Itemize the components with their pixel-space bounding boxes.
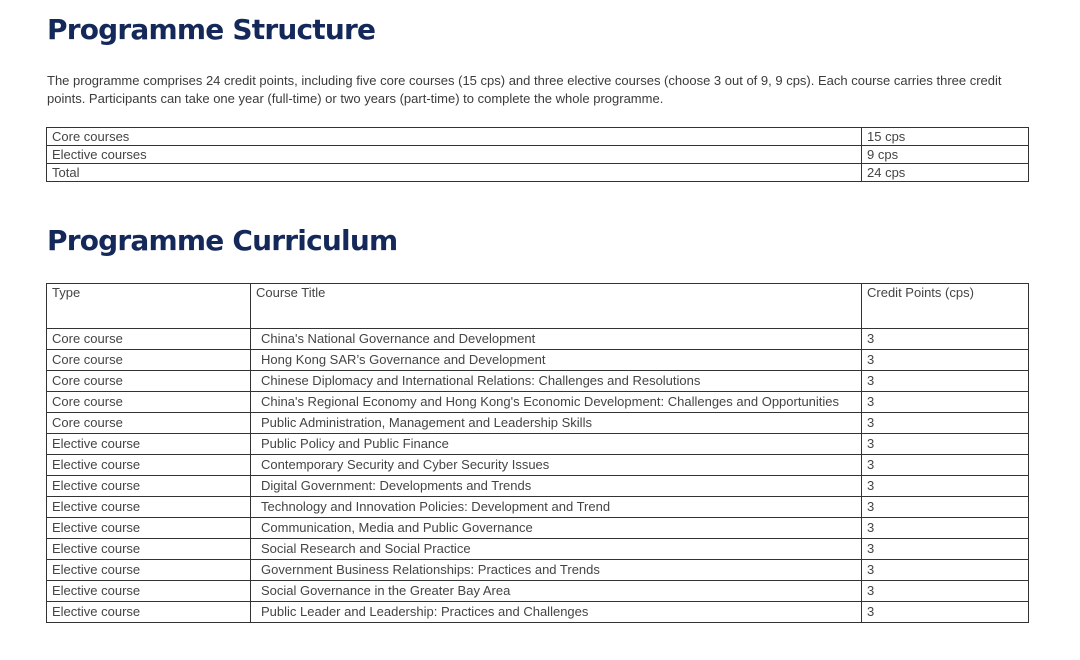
course-credits: 3	[862, 560, 1029, 581]
table-row	[47, 164, 1029, 182]
course-type: Core course	[47, 350, 251, 371]
course-credits: 3	[862, 518, 1029, 539]
course-title: Social Governance in the Greater Bay Area	[251, 581, 862, 602]
table-row	[47, 371, 1029, 392]
course-type: Elective course	[47, 455, 251, 476]
table-header-row	[47, 284, 1029, 329]
table-row	[47, 560, 1029, 581]
course-type: Core course	[47, 413, 251, 434]
course-credits: 3	[862, 350, 1029, 371]
course-title: Digital Government: Developments and Trends	[251, 476, 862, 497]
table-row	[47, 539, 1029, 560]
course-type: Core course	[47, 392, 251, 413]
table-row	[47, 329, 1029, 350]
course-credits: 3	[862, 413, 1029, 434]
section-title-curriculum: Programme Curriculum	[47, 224, 398, 257]
table-row	[47, 518, 1029, 539]
table-row	[47, 392, 1029, 413]
course-title: Communication, Media and Public Governance	[251, 518, 862, 539]
course-type: Elective course	[47, 560, 251, 581]
course-type: Elective course	[47, 581, 251, 602]
header-credit-points: Credit Points (cps)	[862, 284, 1029, 329]
course-credits: 3	[862, 434, 1029, 455]
course-type: Elective course	[47, 602, 251, 623]
credit-summary-table	[46, 127, 1029, 182]
course-type: Core course	[47, 371, 251, 392]
course-type: Elective course	[47, 476, 251, 497]
course-title: Hong Kong SAR’s Governance and Development	[251, 350, 862, 371]
summary-label: Elective courses	[47, 146, 862, 164]
course-title: Social Research and Social Practice	[251, 539, 862, 560]
course-title: Government Business Relationships: Practices and Trends	[251, 560, 862, 581]
summary-value: 9 cps	[862, 146, 1029, 164]
summary-label: Core courses	[47, 128, 862, 146]
course-credits: 3	[862, 539, 1029, 560]
course-credits: 3	[862, 497, 1029, 518]
table-row	[47, 455, 1029, 476]
course-title: Chinese Diplomacy and International Relations: Challenges and Resolutions	[251, 371, 862, 392]
summary-label: Total	[47, 164, 862, 182]
course-credits: 3	[862, 329, 1029, 350]
course-type: Core course	[47, 329, 251, 350]
course-title: Contemporary Security and Cyber Security Issues	[251, 455, 862, 476]
course-title: Public Leader and Leadership: Practices and Challenges	[251, 602, 862, 623]
programme-intro-text: The programme comprises 24 credit points, including five core courses (15 cps) and three elective courses (choose 3 out of 9, 9 cps). Each course carries three credit points. Participants can take one year (full-time) or two years (part-time) to complete the whole programme.	[47, 73, 1002, 106]
course-type: Elective course	[47, 497, 251, 518]
course-credits: 3	[862, 581, 1029, 602]
table-row	[47, 602, 1029, 623]
table-row	[47, 581, 1029, 602]
course-type: Elective course	[47, 434, 251, 455]
curriculum-table	[46, 283, 1029, 623]
summary-value: 24 cps	[862, 164, 1029, 182]
course-title: China's National Governance and Development	[251, 329, 862, 350]
table-row	[47, 128, 1029, 146]
table-row	[47, 476, 1029, 497]
course-title: Public Administration, Management and Leadership Skills	[251, 413, 862, 434]
header-course-title: Course Title	[251, 284, 862, 329]
course-type: Elective course	[47, 518, 251, 539]
course-title: Public Policy and Public Finance	[251, 434, 862, 455]
table-row	[47, 497, 1029, 518]
course-title: China's Regional Economy and Hong Kong's Economic Development: Challenges and Opportunities	[251, 392, 862, 413]
summary-value: 15 cps	[862, 128, 1029, 146]
table-row	[47, 146, 1029, 164]
header-type: Type	[47, 284, 251, 329]
course-credits: 3	[862, 476, 1029, 497]
table-row	[47, 350, 1029, 371]
section-title-structure: Programme Structure	[47, 13, 376, 46]
course-type: Elective course	[47, 539, 251, 560]
course-credits: 3	[862, 392, 1029, 413]
table-row	[47, 434, 1029, 455]
table-row	[47, 413, 1029, 434]
course-credits: 3	[862, 602, 1029, 623]
course-title: Technology and Innovation Policies: Development and Trend	[251, 497, 862, 518]
course-credits: 3	[862, 455, 1029, 476]
course-credits: 3	[862, 371, 1029, 392]
